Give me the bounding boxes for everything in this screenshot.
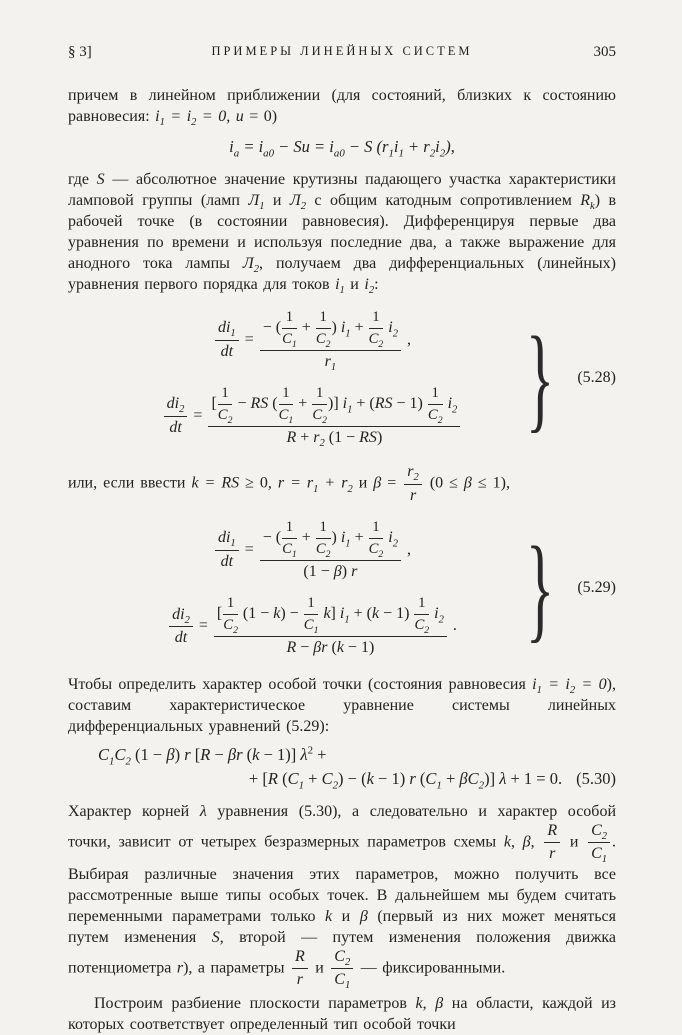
- equation-number-5-30: (5.30): [576, 768, 616, 788]
- paragraph-root-character: Характер корней λ уравнения (5.30), а следовательно и характер особой точки, зависит от четырех безразмерных параметров схемы k, β, $\frac{R}{r}$ и $\frac{C_2}{C_1}$ . Выбирая различные значения этих параметров, можно получить все рассмотренные выше типы особых точек. В дальнейшем мы будем считать переменными параметрами только k и β (первый из них может меняться путем изменения S, второй — путем изменения положения движка потенциометра r), а параметры $\frac{R}{r}$ и $\frac{C_2}{C_1}$ — фиксированными.: [68, 802, 617, 992]
- equation-5-29-line-2: $\frac{di_2}{dt}$ = [ $\frac{1}{C_2}$ (1 − k) − $\frac{1}{C_1}$ k] $i_1 + (k - 1)$ $\frac{1}{C_2}$ $i_2$ R − βr (k − 1) .: [167, 595, 457, 657]
- equation-5-28-line-1: $\frac{di_1}{dt}$ = − ( $\frac{1}{C_1}$ + $\frac{1}{C_2}$ ) $i_1$ + $\frac{1}{C_2}$ $i_2$ $r_1$ ,: [213, 309, 411, 371]
- paragraph-characteristic-equation: Чтобы определить характер особой точки (состояния равновесия $i_1 = i_2 = 0$), составим характеристическое уравнение системы линейных дифференциальных уравнений (5.29):: [68, 675, 616, 735]
- paragraph-parameter-plane: Построим разбиение плоскости параметров k, β на области, каждой из которых соответствует определенный тип особой точки: [68, 995, 617, 1034]
- page-header: [68, 44, 616, 61]
- equation-system-5-29: [68, 519, 616, 657]
- equation-5-28-line-2: $\frac{di_2}{dt}$ = [ $\frac{1}{C_2}$ − RS ( $\frac{1}{C_1}$ + $\frac{1}{C_2}$ )] $i_1 + (RS - 1)$ $\frac{1}{C_2}$ $i_2$ $R + r_2$ (1 − RS): [162, 385, 463, 447]
- page-content: [68, 44, 617, 1034]
- equation-5-30: [68, 744, 616, 792]
- system-brace: }: [525, 312, 555, 444]
- system-brace: }: [525, 522, 555, 654]
- equation-anode-current: $i_a = i_{a0} - Su = i_{a0} - S$ $(r_1i_1 + r_2i_2)$,: [229, 137, 455, 160]
- equation-system-5-28: [68, 309, 616, 450]
- page-number: 305: [593, 44, 616, 60]
- equation-5-29-line-1: $\frac{di_1}{dt}$ = − ( $\frac{1}{C_1}$ + $\frac{1}{C_2}$ ) $i_1$ + $\frac{1}{C_2}$ $i_2$ (1 − β) r ,: [213, 519, 411, 581]
- paragraph-slope-definition: где S — абсолютное значение крутизны падающего участка характеристики ламповой группы (ламп $Л_1$ и $Л_2$ с общим катодным сопротивлением $R_k$) в рабочей точке (в состоянии равновесия). Дифференцируя первые два уравнения по времени и используя последние два, а также выражение для анодного тока лампы $Л_2$, получаем два дифференциальных (линейных) уравнения первого порядка для токов $i_1$ и $i_2$:: [68, 171, 617, 297]
- equation-5-28-lines: [68, 309, 526, 450]
- equation-number-5-29: (5.29): [577, 579, 616, 597]
- section-label: § 3]: [68, 44, 92, 60]
- equation-5-30-line-1: $C_1C_2$ (1 − β) r [R − βr (k − 1)] $\lambda^2$ +: [98, 744, 327, 768]
- substitution-condition-line: или, если ввести k = RS ≥ 0, $r = r_1 + r_2$ и β = $\frac{r_2}{r}$ (0 ≤ β ≤ 1),: [68, 463, 510, 504]
- equation-5-30-line-2-row: [68, 768, 616, 792]
- equation-5-29-lines: [68, 519, 526, 657]
- equation-number-5-28: (5.28): [577, 369, 616, 387]
- equation-5-30-line-2: + [R $(C_1 + C_2) - (k - 1)$ r $(C_1 + \beta C_2)$] λ + 1 = 0.: [248, 768, 563, 792]
- paragraph-linear-approximation: причем в линейном приближении (для состояний, близких к состоянию равновесия: $i_1 = i_2 = 0$, u = 0): [68, 87, 616, 129]
- running-title: ПРИМЕРЫ ЛИНЕЙНЫХ СИСТЕМ: [211, 44, 473, 58]
